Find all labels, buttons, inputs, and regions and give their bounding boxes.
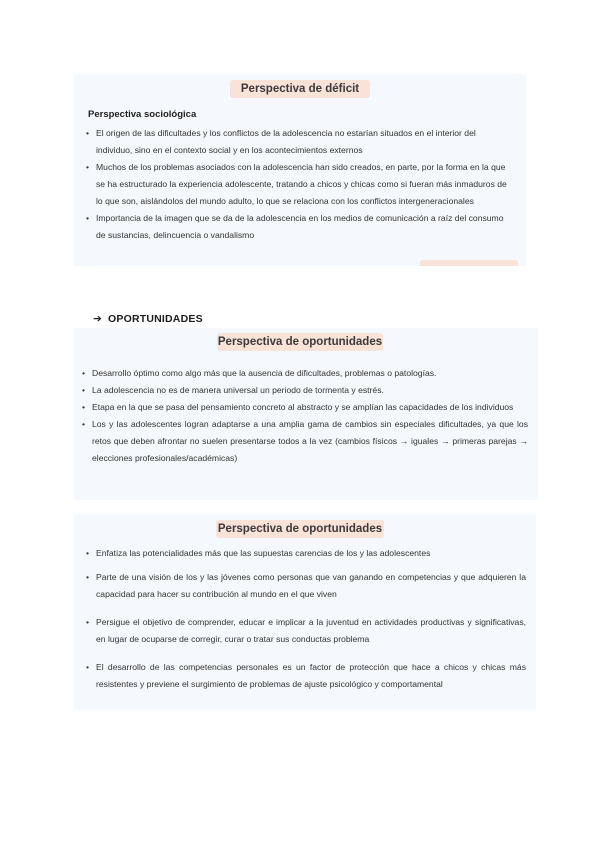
opportunities-card-2-title: Perspectiva de oportunidades: [216, 520, 384, 538]
opportunities-bullet-list-2: [86, 545, 526, 693]
list-item: • Importancia de la imagen que se da de la adolescencia en los medios de comunicación a raíz del consumo de sustancias, delincuencia o vandalismo: [86, 210, 514, 244]
section-heading-label: OPORTUNIDADES: [108, 313, 203, 325]
list-item: • La adolescencia no es de manera universal un periodo de tormenta y estrés.: [82, 382, 528, 399]
opportunities-card-1-title: Perspectiva de oportunidades: [217, 333, 383, 351]
deficit-card-title: Perspectiva de déficit: [230, 80, 370, 98]
decorative-tab: [420, 260, 518, 266]
opportunities-card-1: [74, 328, 538, 500]
deficit-bullet-list: [86, 125, 514, 244]
list-item: • Persigue el objetivo de comprender, educar e implicar a la juventud en actividades productivas y significativas, en lugar de ocuparse de corregir, curar o tratar sus conductas problema: [86, 614, 526, 648]
list-item: • Etapa en la que se pasa del pensamiento concreto al abstracto y se amplían las capacidades de los individuos: [82, 399, 528, 416]
list-item: • El origen de las dificultades y los conflictos de la adolescencia no estarían situados en el interior del individuo, sino en el contexto social y en los acontecimientos externos: [86, 125, 514, 159]
sociological-subheading: Perspectiva sociológica: [88, 109, 197, 120]
arrow-right-icon: ➔: [93, 313, 102, 325]
list-item: • Muchos de los problemas asociados con la adolescencia han sido creados, en parte, por la forma en la que se ha estructurado la experiencia adolescente, tratando a chicos y chicas como si fueran más inmaduros de lo que son, aislándolos del mundo adulto, lo que se relaciona con los conflictos intergeneracionales: [86, 159, 514, 210]
opportunities-card-2: [74, 514, 536, 710]
list-item: • Parte de una visión de los y las jóvenes como personas que van ganando en competencias y que adquieren la capacidad para hacer su contribución al mundo en el que viven: [86, 569, 526, 603]
section-heading: [93, 313, 203, 325]
opportunities-bullet-list-1: [82, 365, 528, 467]
deficit-card: [74, 74, 526, 266]
list-item: • Enfatiza las potencialidades más que las supuestas carencias de los y las adolescentes: [86, 545, 526, 562]
list-item: • El desarrollo de las competencias personales es un factor de protección que hace a chicos y chicas más resistentes y previene el surgimiento de problemas de ajuste psicológico y comportamental: [86, 659, 526, 693]
list-item: • Desarrollo óptimo como algo más que la ausencia de dificultades, problemas o patologías.: [82, 365, 528, 382]
list-item: • Los y las adolescentes logran adaptarse a una amplia gama de cambios sin especiales dificultades, ya que los retos que deben afrontar no suelen presentarse todos a la vez (cambios físicos → iguales → primeras parejas → elecciones profesionales/académicas): [82, 416, 528, 467]
